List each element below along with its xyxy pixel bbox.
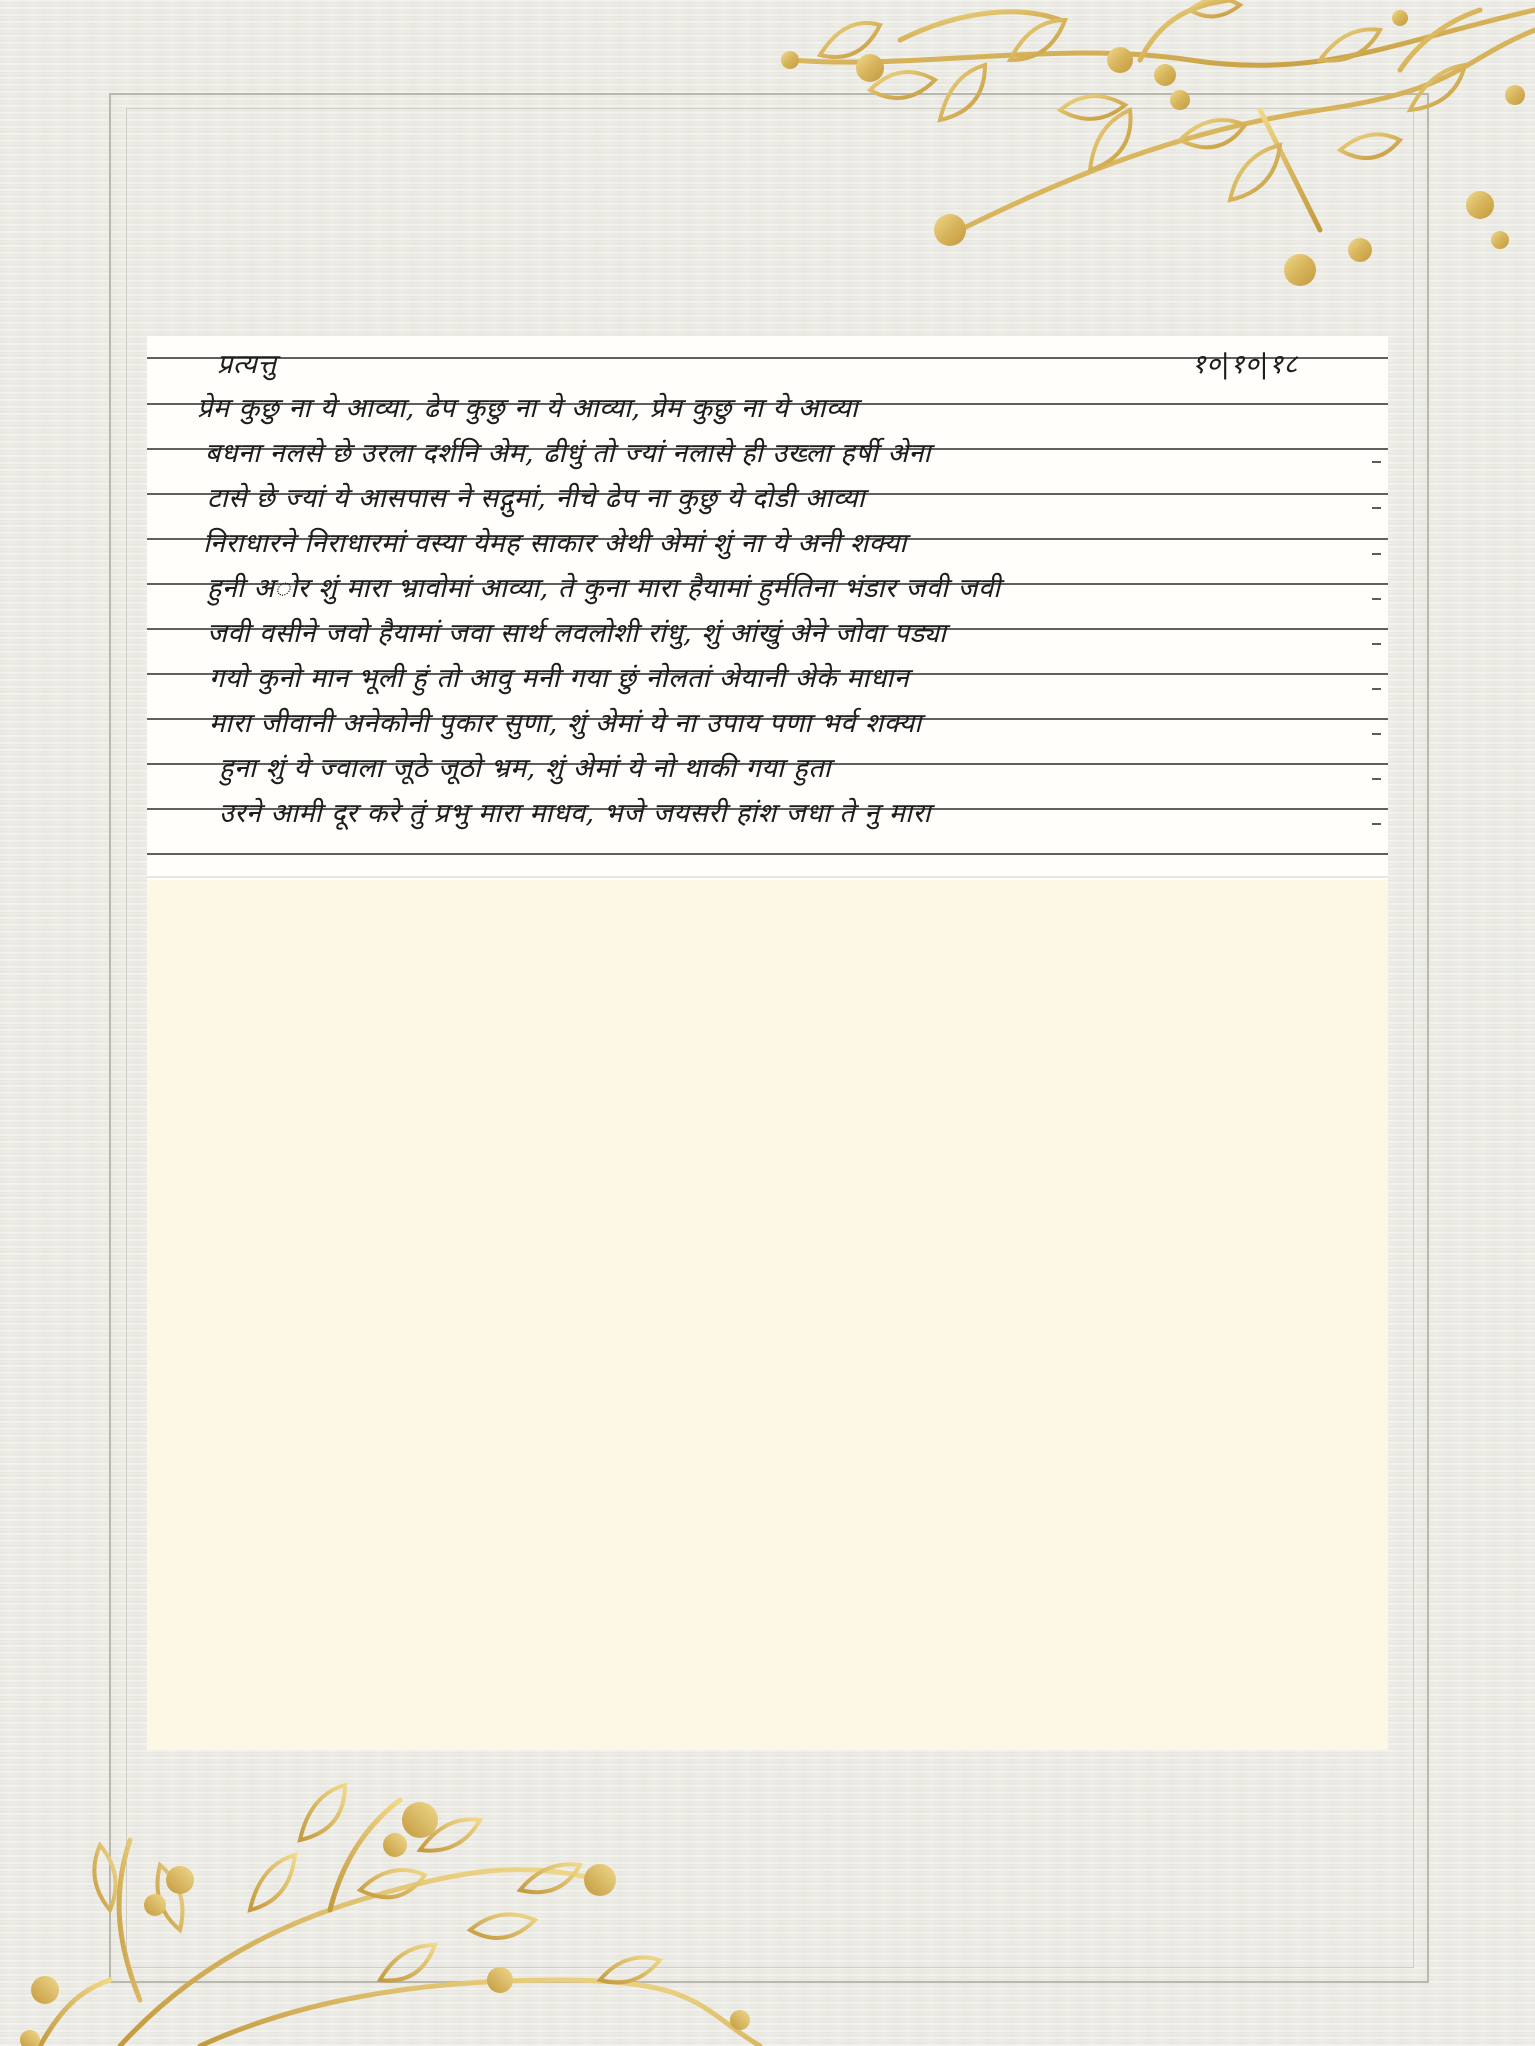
letter-line: निराधारने निराधारमां वस्या येमह साकार अेथी अेमां शुं ना ये अनी शक्या — [203, 528, 907, 559]
letter-line: जवी वसीने जवो हैयामां जवा सार्थ लवलोशी रांधु, शुं आंखुं अेने जोवा पड्या — [207, 618, 947, 649]
letter-line: बधना नलसे छे उरला दर्शनि अेम, ढीधुं तो ज्यां नलासे ही उख्ला हर्षी अेना — [205, 438, 931, 469]
gold-leaf-branch-bottom-left-icon — [0, 1780, 780, 2046]
letter-date: १०|१०|१८ — [1191, 349, 1298, 380]
letter-greeting: प्रत्यत्तु — [217, 349, 277, 380]
letter-line: मारा जीवानी अनेकोनी पुकार सुणा, शुं अेमां ये ना उपाय पणा भर्व शक्या — [209, 708, 922, 739]
letter-line: टासे छे ज्यां ये आसपास ने सद्गुमां, नीचे ढेप ना कुछु ये दोडी आव्या — [207, 483, 866, 514]
handwritten-letter — [147, 336, 1388, 880]
letter-line: हुना शुं ये ज्वाला जूठे जूठो भ्रम, शुं अेमां ये नो थाकी गया हुता — [219, 753, 832, 784]
gold-leaf-branch-top-right-icon — [760, 0, 1535, 300]
letter-line: उरने आमी दूर करे तुं प्रभु मारा माधव, भजे जयसरी हांश जधा ते नु मारा — [219, 798, 931, 829]
letter-line: गयो कुनो मान भूली हुं तो आवु मनी गया छुं नोलतां अेयानी अेके माधान — [209, 663, 910, 694]
letter-line: प्रेम कुछु ना ये आव्या, ढेप कुछु ना ये आव्या, प्रेम कुछु ना ये आव्या — [197, 393, 859, 424]
letter-line: हुनी अोर शुं मारा भ्रावोमां आव्या, ते कुना मारा हैयामां हुर्मतिना भंडार जवी जवी — [207, 573, 1001, 604]
